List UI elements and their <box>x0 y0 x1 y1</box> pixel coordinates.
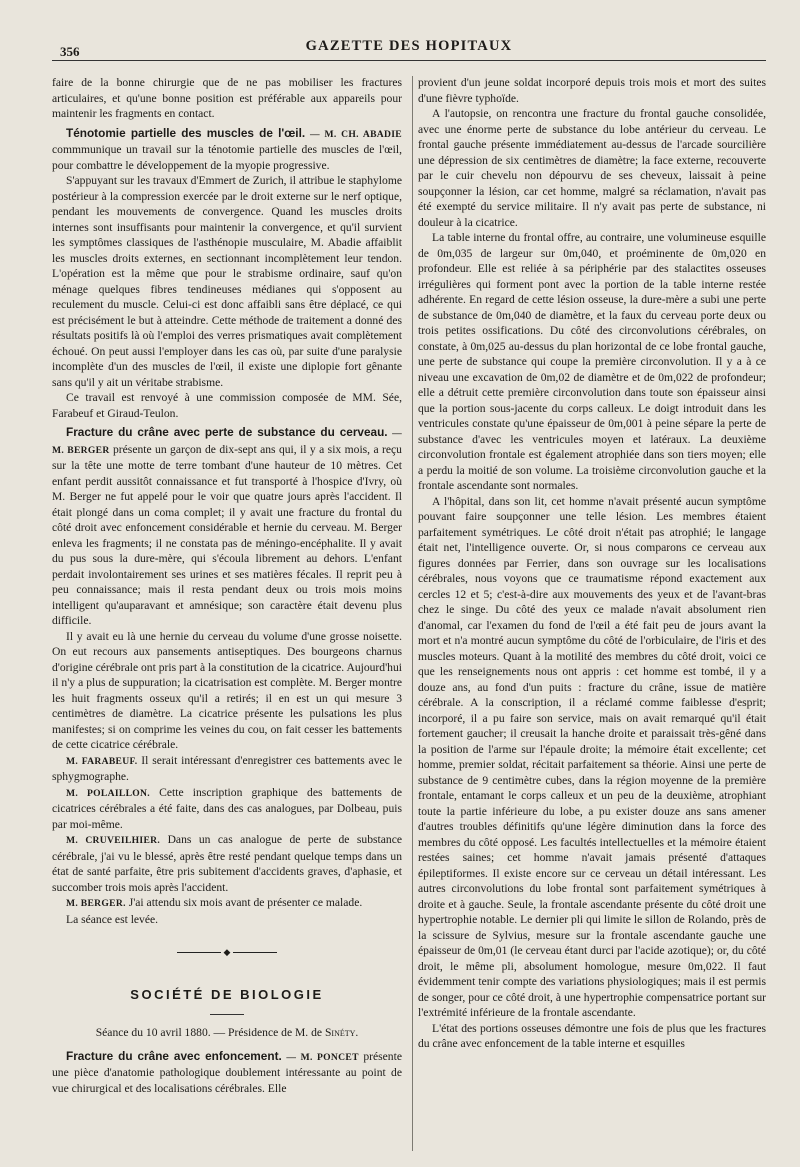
paragraph: S'appuyant sur les travaux d'Emmert de Zurich, il attribue le staphylome postérieur à la compression exercée par le droit externe sur le nerf optique, pendant les mouvements de convergence. Quand les muscles droits internes sont insuffisants pour maintenir la convergence, et qu'il survient les symptômes classiques de l'asthénopie musculaire, M. Abadie affaiblit les muscles droits externes, en sectionnant incomplètement leur tendon. L'opération est la même que pour le strabisme ordinaire, sauf qu'on ménage quelques fibres tendineuses médianes qui s'opposent au reculement du muscle. Celui-ci est donc affaibli sans être déplacé, ce qui est précisément le but à atteindre. Cette méthode de traitement a donné des résultats positifs là où l'emploi des verres prismatiques avait complètement échoué. On peut aussi l'employer dans les cas où, par suite d'une paralysie incomplète d'un des muscles de l'œil, il existe une diplopie fort gênante sans qu'il y ait un véritabe strabisme. <box>52 174 402 389</box>
paragraph: provient d'un jeune soldat incorporé depuis trois mois et mort des suites d'une fièvre typhoïde. <box>418 76 766 105</box>
page-number: 356 <box>60 44 80 59</box>
remark-farabeuf <box>52 753 402 785</box>
speaker-name: M. FARABEUF. <box>66 755 138 767</box>
column-divider <box>412 76 413 1151</box>
paragraph: A l'hôpital, dans son lit, cet homme n'avait présenté aucun symptôme pouvant faire soupçonner une telle lésion. Les membres étaient parfaitement symétriques. Le côté droit n'était pas atrophié; le langage était net, l'intelligence ouverte. Or, si nous comparons ce cerveau aux figures données par Ferrier, dans son ouvrage sur les localisations cérébrales, nous voyons que ce traumatisme répond exactement aux cercles 12 et 5; c'est-à-dire aux mouvements des yeux et de l'avant-bras chez le singe. Du côté des yeux ce malade n'avait absolument rien d'anomal, car l'examen du fond de l'œil a été fait peu de jours avant la mort et n'a montré aucun symptôme du côté de l'orbiculaire, de l'iris et des muscles moteurs. Quant à la motilité des membres du côté droit, voici ce que les renseignements nous ont appris : cet homme est tombé, il y a douze ans, au fond d'un puits : fracture du crâne, issue de matière cérébrale. A la conscription, il a réclamé comme faiblesse d'esprit; incorporé, il a pu faire son service, mais on avait remarqué qu'il était fortement gaucher; il creusait la hanche droite et paraissait très-gêné dans la position de l'arme sur l'épaule droite; la mémoire était excellente; cet homme, premier soldat, récitait parfaitement sa théorie. Ainsi une perte de substance de 9 centimètre cubes, dans la région moyenne de la première frontale, entamant le corps calleux et un peu de la deuxième, atrophiant toute la partie inférieure du lobe, a pu exister douze ans sans amener d'autres troubles définitifs qu'une légère diminution dans la force des membres du côté opposé. Les facultés intellectuelles et la mémoire étaient restées saines; cet homme n'avait jamais présenté d'attaques épileptiformes. Il existe encore sur ce cerveau un détail intéressant. Les autres circonvolutions du lobe frontal sont parfaitement symétriques à droite et à gauche. Seule, la frontale ascendante présente du côté droit une hypertrophie notable. Le dernier pli qui limite le sillon de Rolando, près de la scissure de Sylvius, mesure sur la frontale ascendante gauche une épaisseur de 0m,01 (le cerveau étant durci par l'acide azotique); or, du côté droit, le même pli, absolument homologue, mesure 0m,022. Il faut évidemment tenir compte des variations physiologiques; mais il est permis de songer, pour ce côté droit, à une hypertrophie compensatrice portant sur l'extrémité inférieure de la frontale ascendante. <box>418 494 766 1019</box>
speaker-name: — M. BERGER <box>52 428 402 456</box>
article-tenotomie <box>52 126 402 174</box>
closing-line: La séance est levée. <box>66 912 159 926</box>
article-text: présente un garçon de dix-sept ans qui, il y a six mois, a reçu sur la tête une motte de terre tombant d'une hauteur de 10 mètres. Cet enfant perdit aussitôt connaissance et fut transporté à l'hospice d'Ivry, où M. Berger ne fut appelé pour le voir que quatre jours après l'accident. Il était plongé dans un coma complet; il y avait une fracture du frontal du côté droit avec enfoncement considérable et hernie du cerveau. M. Berger enleva les fragments; il ne constata pas de méningo-encéphalite. Il y avait du pus sous la dure-mère, qui s'écoula librement au dehors. L'enfant perdait involontairement ses urines et ses matières fécales. Il reprit peu à peu connaissance; mais il resta pendant deux ou trois mois moins intelligent qu'auparavant et amnésique; son caractère était devenu plus difficile. <box>52 442 402 627</box>
president-name: Sinéty. <box>324 1026 359 1039</box>
article-fracture-crane <box>52 425 402 629</box>
remark-berger <box>52 895 402 912</box>
paragraph: L'état des portions osseuses démontre une fois de plus que les fractures du crâne avec enfoncement de la table interne et esquilles <box>418 1021 766 1050</box>
remark-text: Cette inscription graphique des battements de cicatrices cérébrales a été faite, dans des cas analogues, par Dolbeau, puis par moi-même. <box>52 785 402 831</box>
section-title: SOCIÉTÉ DE BIOLOGIE <box>130 986 324 1002</box>
remark-polaillon <box>52 785 402 833</box>
article-title: Fracture du crâne avec perte de substance du cerveau. <box>66 425 388 439</box>
paragraph: faire de la bonne chirurgie que de ne pas mobiliser les fractures articulaires, et qu'une bonne position est préférable aux appareils pour maintenir les fragments en contact. <box>52 76 402 120</box>
text-columns <box>52 75 766 1096</box>
remark-cruveilhier <box>52 832 402 895</box>
paragraph: Ce travail est renvoyé à une commission composée de MM. Sée, Farabeuf et Giraud-Teulon. <box>52 391 402 420</box>
left-column <box>52 75 402 1096</box>
speaker-name: M. CRUVEILHIER. <box>66 835 161 846</box>
page-header <box>52 30 766 61</box>
article-text: présente une pièce d'anatomie pathologique doublement intéressante au point de vue chirurgical et des localisations cérébrales. Elle <box>52 1049 402 1095</box>
article-text: commmunique un travail sur la ténotomie partielle des muscles de l'œil, pour combattre le développement de la myopie progressive. <box>52 143 402 172</box>
paragraph: La table interne du frontal offre, au contraire, une volumineuse esquille de 0m,035 de largeur sur 0m,040, et proéminente de 0m,020 en profondeur. Elle est reliée à sa périphérie par des stalactites osseuses irrégulières qui forment pont avec la portion de la table interne restée adhérente. En regard de cette lésion osseuse, la dure-mère a subi une perte de substance de 0m,040 de diamètre, et la faux du cerveau porte deux ou trois petites ossifications. Du côté des circonvolutions cérébrales, on constate, à 0m,025 au-dessus du plan horizontal de ce lobe frontal gauche, une perte de substance qui coupe la première circonvolution. Il y a à ce niveau une excavation de 0m,02 de diamètre et de 0m,022 de profondeur; elle a détruit cette première circonvolution dans toute son épaisseur ainsi que la portion sous-jacente du corps calleux. Le doigt introduit dans les ventricules constate qu'une épaisseur de 0m,001 à peine sépare la perte de substance d'avec les ventricules moyen et latéraux. La deuxième circonvolution frontale est également atrophiée dans son tiers moyen; elle a perdu la moitié de son volume. La troisième circonvolution gauche et la frontale ascendante sont normales. <box>418 231 766 492</box>
paragraph: Il y avait eu là une hernie du cerveau du volume d'une grosse noisette. On eut recours aux pansements antiseptiques. Des bourgeons charnus d'origine cérébrale ont pris part à la constitution de la cicatrice. Aujourd'hui il n'y a plus de suppuration; la cicatrisation est complète. M. Berger montre les huit fragments osseux qu'il a retirés; il en est un qui mesure 3 centimètres de diamètre. La cicatrice présente les pulsations les plus manifestes; si on comprime les veines du cou, on fait cesser les battements de cette cicatrice cérébrale. <box>52 629 402 751</box>
speaker-name: — M. PONCET <box>286 1051 359 1063</box>
speaker-name: M. POLAILLON. <box>66 787 150 799</box>
session-line: Séance du 10 avril 1880. — Présidence de M. de Sinéty. <box>95 1026 359 1039</box>
remark-text: Dans un cas analogue de perte de substance cérébrale, j'ai vu le blessé, après être resté pendant quelque temps dans un état de santé parfaite, être pris subitement d'accidents graves, d'aphasie, et succomber trois mois après l'accident. <box>52 833 402 894</box>
right-column <box>418 75 766 1096</box>
remark-text: J'ai attendu six mois avant de présenter ce malade. <box>128 896 363 909</box>
remark-text: Il serait intéressant d'enregistrer ces battements avec le sphygmographe. <box>52 753 402 783</box>
paragraph: A l'autopsie, on rencontra une fracture du frontal gauche consolidée, avec une énorme perte de substance du lobe antérieur du cerveau. Le frontal gauche présente immédiatement au-dessus de l'arcade sourcilière une dépression de six centimètres de diamètre; la face externe, recouverte par le cuir chevelu non dépourvu de ses cheveux, laissait à peine soupçonner la lésion, car cet homme, malgré sa réclamation, n'avait pas été exempté du service militaire. Il n'y avait pas perte de substance, ni douleur à la cicatrice. <box>418 107 766 229</box>
section-rule <box>210 1014 244 1015</box>
article-title: Fracture du crâne avec enfoncement. <box>66 1048 282 1063</box>
speaker-name: — M. CH. ABADIE <box>309 128 402 140</box>
journal-title: GAZETTE DES HOPITAUX <box>305 38 513 54</box>
article-title: Ténotomie partielle des muscles de l'œil. <box>66 125 306 140</box>
article-fracture-enfoncement <box>52 1049 402 1097</box>
speaker-name: M. BERGER. <box>66 898 126 909</box>
section-ornament: ◆ <box>52 945 402 961</box>
